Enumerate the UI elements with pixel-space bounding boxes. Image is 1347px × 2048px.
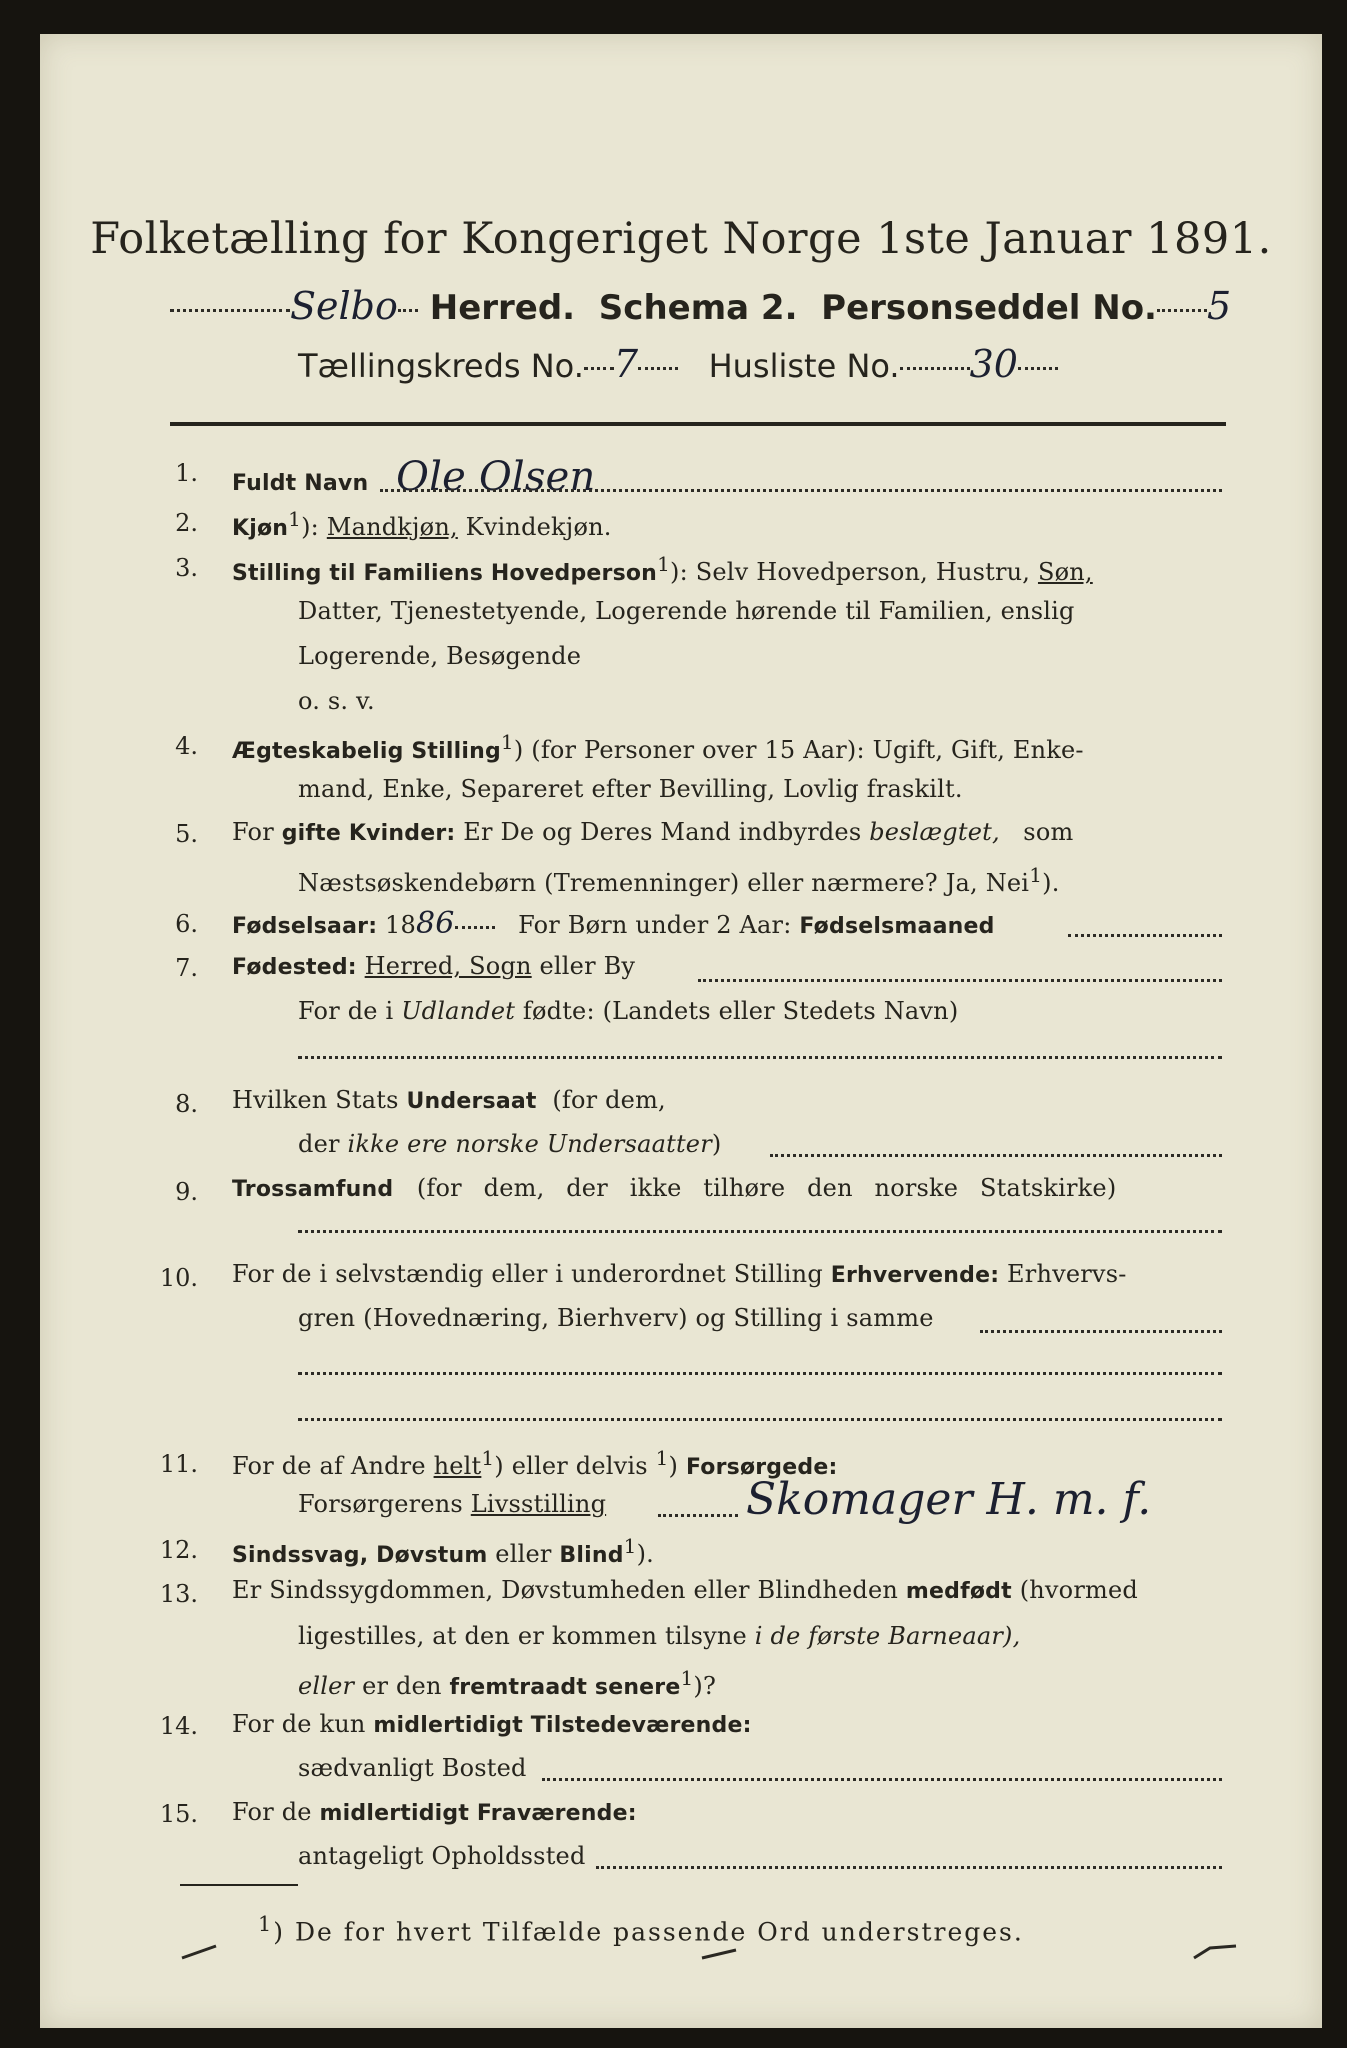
q7-label: Fødested: bbox=[232, 955, 357, 980]
personseddel-no: 5 bbox=[1206, 284, 1232, 328]
q10-dotted-line-3 bbox=[298, 1418, 1222, 1421]
pencil-mark-icon-3 bbox=[1190, 1934, 1240, 1964]
q15-dotted-line bbox=[596, 1866, 1222, 1869]
q10-row: For de i selvstændig eller i underordnet Stilling Erhvervende: Erhvervs- bbox=[232, 1260, 1127, 1288]
q8-label: Undersaat bbox=[406, 1089, 537, 1114]
q4-line2: mand, Enke, Separeret efter Bevilling, Lovlig fraskilt. bbox=[298, 775, 963, 803]
personseddel-label: Personseddel No. bbox=[821, 288, 1157, 328]
q3-number: 3. bbox=[175, 554, 198, 582]
q11-line2: Forsørgerens Livsstilling bbox=[298, 1490, 607, 1518]
husliste-no: 30 bbox=[969, 342, 1018, 386]
q15-label: midlertidigt Fraværende: bbox=[319, 1801, 637, 1826]
q11-number: 11. bbox=[159, 1450, 198, 1478]
q7-dotted-line bbox=[698, 979, 1222, 982]
herred-name: Selbo bbox=[290, 284, 398, 328]
q14-row: For de kun midlertidigt Tilstedeværende: bbox=[232, 1710, 752, 1738]
q8-number: 8. bbox=[175, 1090, 198, 1118]
q11-label: Forsørgede: bbox=[685, 1455, 838, 1480]
q14-number: 14. bbox=[159, 1712, 198, 1740]
q1-dotted-line bbox=[380, 489, 1222, 492]
kreds-line bbox=[298, 342, 1058, 386]
q1-label: Fuldt Navn bbox=[232, 471, 369, 496]
q9-number: 9. bbox=[175, 1178, 198, 1206]
q8-dotted-line bbox=[770, 1154, 1222, 1157]
q14-dotted-line bbox=[542, 1778, 1222, 1781]
q4-row: Ægteskabelig Stilling$^1$) (for Personer over 15 Aar): Ugift, Gift, Enke- bbox=[232, 730, 1084, 764]
husliste-label: Husliste No. bbox=[708, 347, 900, 385]
q2-number: 2. bbox=[175, 509, 198, 537]
q13-row: Er Sindssygdommen, Døvstumheden eller Blindheden medfødt (hvormed bbox=[232, 1576, 1138, 1604]
q3-row: Stilling til Familiens Hovedperson$^1$): Selv Hovedperson, Hustru, Søn, bbox=[232, 552, 1093, 586]
q7-line2: For de i Udlandet fødte: (Landets eller Stedets Navn) bbox=[298, 997, 959, 1025]
q1-name-value: Ole Olsen bbox=[396, 454, 596, 500]
q14-line2: sædvanligt Bosted bbox=[298, 1754, 527, 1782]
q13-label: medfødt bbox=[905, 1579, 1012, 1604]
q3-line2: Datter, Tjenestetyende, Logerende hørende til Familien, enslig bbox=[298, 597, 1075, 625]
q9-dotted-line bbox=[298, 1230, 1222, 1233]
q9-label: Trossamfund bbox=[232, 1177, 394, 1202]
q6-number: 6. bbox=[175, 910, 198, 938]
pencil-mark-icon bbox=[180, 1942, 220, 1962]
q13-line2: ligestilles, at den er kommen tilsyne i de første Barneaar), bbox=[298, 1622, 1021, 1650]
footnote-rule bbox=[180, 1884, 298, 1886]
q8-row: Hvilken Stats Undersaat (for dem, bbox=[232, 1086, 666, 1114]
q5-row: For gifte Kvinder: Er De og Deres Mand indbyrdes beslægtet, som bbox=[232, 818, 1074, 846]
q2-row: Kjøn$^1$): Mandkjøn, Kvindekjøn. bbox=[232, 507, 612, 541]
q6-birth-year: 86 bbox=[416, 906, 455, 941]
q8-line2: der ikke ere norske Undersaatter) bbox=[298, 1130, 722, 1158]
q10-dotted-line bbox=[980, 1330, 1222, 1333]
q15-number: 15. bbox=[159, 1800, 198, 1828]
q7-dotted-line-2 bbox=[298, 1056, 1222, 1059]
q5-label: gifte Kvinder: bbox=[281, 821, 456, 846]
header-rule bbox=[170, 422, 1226, 426]
q4-label: Ægteskabelig Stilling bbox=[232, 739, 501, 764]
q4-number: 4. bbox=[175, 732, 198, 760]
q12-row: Sindssvag, Døvstum eller Blind$^1$). bbox=[232, 1534, 654, 1568]
q15-row: For de midlertidigt Fraværende: bbox=[232, 1798, 637, 1826]
q13-number: 13. bbox=[159, 1580, 198, 1608]
q6-label-month: Fødselsmaaned bbox=[799, 914, 995, 939]
q5-number: 5. bbox=[175, 820, 198, 848]
q11-provider-occupation: Skomager H. m. f. bbox=[746, 1474, 1152, 1525]
kreds-no: 7 bbox=[613, 342, 639, 386]
q1-number: 1. bbox=[175, 459, 198, 487]
q6-row: Fødselsaar: 1886 For Børn under 2 Aar: Fødselsmaaned bbox=[232, 906, 995, 941]
q1-row bbox=[232, 454, 596, 500]
q14-label: midlertidigt Tilstedeværende: bbox=[373, 1713, 752, 1738]
q6-label: Fødselsaar: bbox=[232, 914, 378, 939]
herred-label: Herred. bbox=[429, 288, 576, 328]
q6-dotted-line bbox=[1068, 934, 1222, 937]
q12-number: 12. bbox=[159, 1536, 198, 1564]
q2-option-kvindekjon: Kvindekjøn. bbox=[465, 513, 612, 541]
q2-option-mandkjon: Mandkjøn, bbox=[326, 513, 458, 541]
q7-option-herred-sogn: Herred, Sogn bbox=[364, 952, 532, 980]
kreds-label: Tællingskreds No. bbox=[298, 347, 584, 385]
q2-label: Kjøn bbox=[232, 516, 289, 541]
q11-row: For de af Andre helt$^1$) eller delvis $^1$) Forsørgede: bbox=[232, 1446, 838, 1480]
q10-dotted-line-2 bbox=[298, 1372, 1222, 1375]
q3-line3: Logerende, Besøgende bbox=[298, 642, 582, 670]
footnote: $^1$) De for hvert Tilfælde passende Ord understreges. bbox=[258, 1912, 1024, 1947]
pencil-mark-icon-2 bbox=[700, 1944, 740, 1964]
form-title: Folketælling for Kongeriget Norge 1ste Januar 1891. bbox=[90, 214, 1272, 264]
q13-line3: eller er den fremtraadt senere$^1$)? bbox=[298, 1666, 717, 1700]
q10-label: Erhvervende: bbox=[830, 1263, 1000, 1288]
q7-number: 7. bbox=[175, 954, 198, 982]
q7-row: Fødested: Herred, Sogn eller By bbox=[232, 952, 636, 980]
q5-line2: Næstsøskendebørn (Tremenninger) eller nærmere? Ja, Nei$^1$). bbox=[298, 863, 1060, 897]
census-form-sheet bbox=[40, 34, 1322, 2028]
q9-row: Trossamfund (for dem, der ikke tilhøre den norske Statskirke) bbox=[232, 1174, 1117, 1202]
herred-line bbox=[170, 284, 1231, 328]
q3-label: Stilling til Familiens Hovedperson bbox=[232, 561, 658, 586]
q11-option-helt: helt bbox=[433, 1452, 482, 1480]
q11-dotted-line bbox=[658, 1514, 738, 1517]
schema-label: Schema 2. bbox=[598, 288, 798, 328]
q3-option-son: Søn, bbox=[1037, 558, 1093, 586]
q10-line2: gren (Hovednæring, Bierhverv) og Stilling i samme bbox=[298, 1304, 934, 1332]
q10-number: 10. bbox=[159, 1264, 198, 1292]
q3-line4: o. s. v. bbox=[298, 687, 375, 715]
q15-line2: antageligt Opholdssted bbox=[298, 1842, 586, 1870]
